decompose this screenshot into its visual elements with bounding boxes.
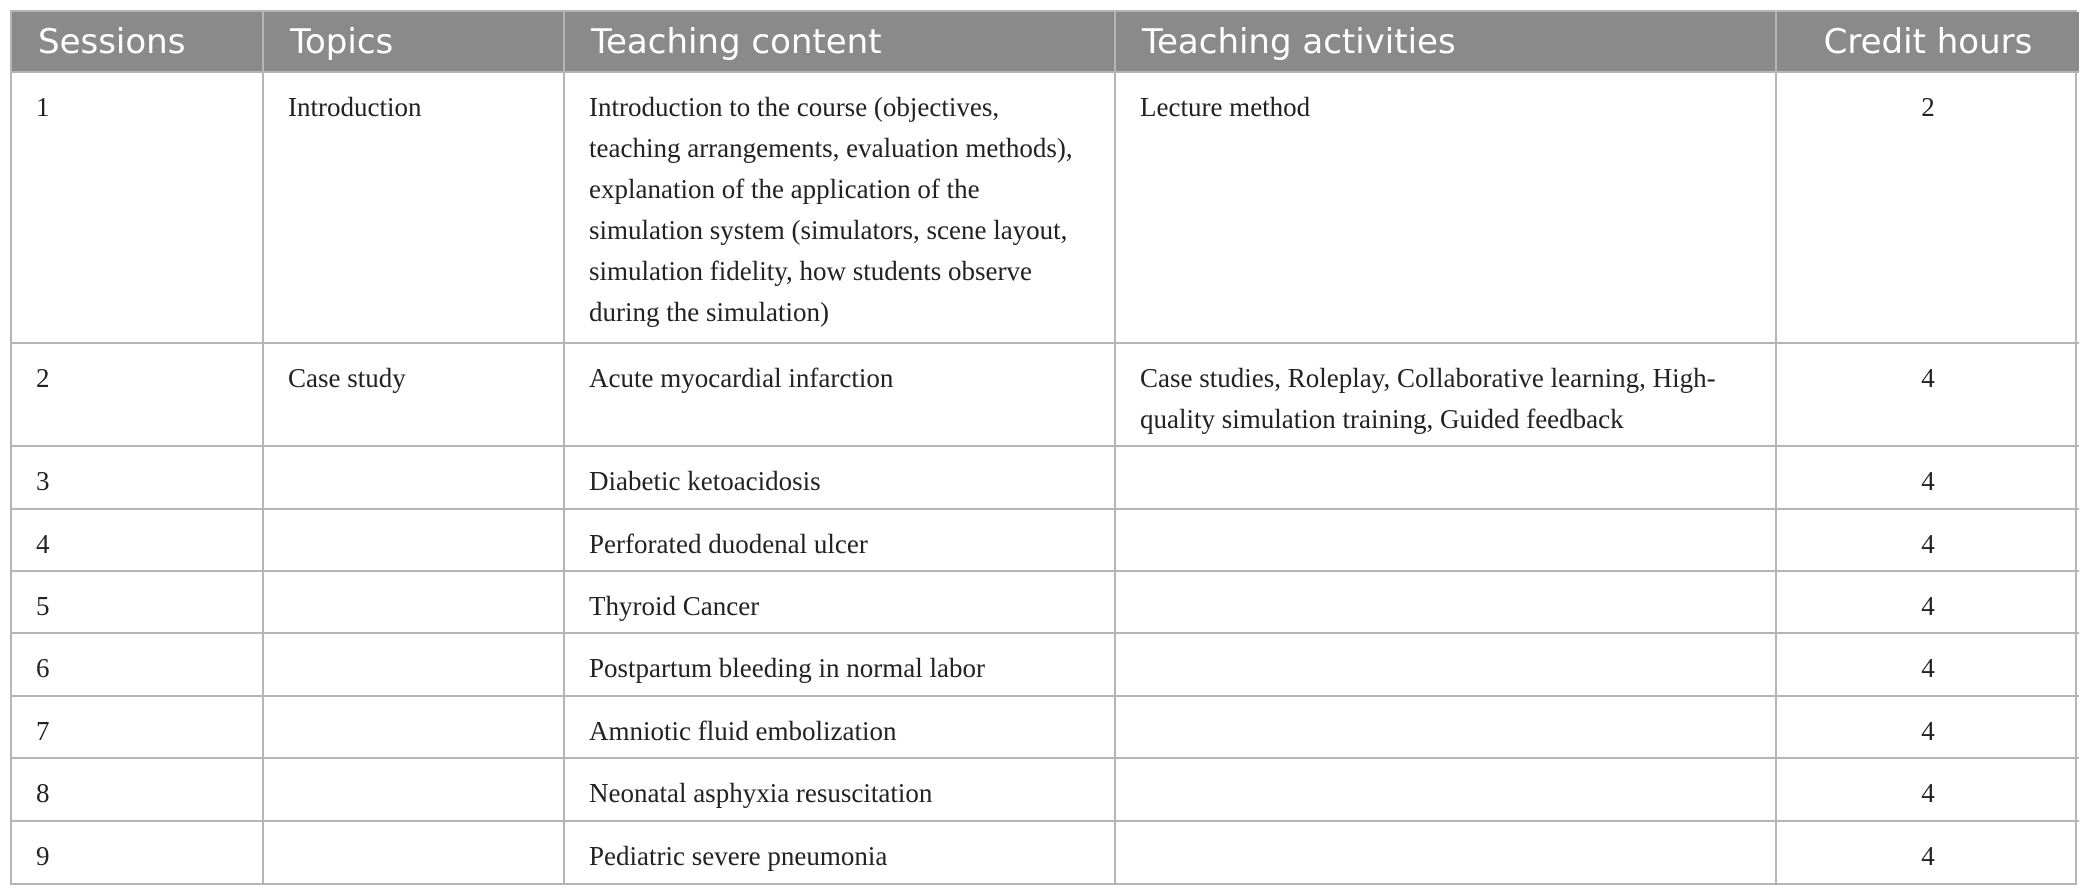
curriculum-table-container: [10, 10, 2077, 885]
activities-cell: [1115, 821, 1776, 883]
session-cell: 6: [12, 633, 263, 695]
topic-cell: Case study: [263, 343, 564, 447]
content-cell: Thyroid Cancer: [564, 571, 1115, 633]
content-cell: Amniotic fluid embolization: [564, 696, 1115, 758]
table-row: [12, 758, 2079, 820]
activities-cell: [1115, 633, 1776, 695]
table-row: [12, 72, 2079, 343]
header-topics: Topics: [263, 12, 564, 72]
session-cell: 4: [12, 509, 263, 571]
topic-cell: [263, 633, 564, 695]
table-row: [12, 446, 2079, 508]
hours-cell: 4: [1776, 446, 2079, 508]
activities-cell: [1115, 509, 1776, 571]
activities-cell: [1115, 696, 1776, 758]
table-row: [12, 696, 2079, 758]
content-cell: Diabetic ketoacidosis: [564, 446, 1115, 508]
hours-cell: 4: [1776, 571, 2079, 633]
content-cell: Postpartum bleeding in normal labor: [564, 633, 1115, 695]
hours-cell: 4: [1776, 758, 2079, 820]
header-sessions: Sessions: [12, 12, 263, 72]
session-cell: 9: [12, 821, 263, 883]
topic-cell: [263, 821, 564, 883]
table-row: [12, 509, 2079, 571]
content-cell: Perforated duodenal ulcer: [564, 509, 1115, 571]
hours-cell: 4: [1776, 343, 2079, 447]
hours-cell: 4: [1776, 696, 2079, 758]
session-cell: 5: [12, 571, 263, 633]
topic-cell: [263, 509, 564, 571]
activities-cell: [1115, 446, 1776, 508]
session-cell: 2: [12, 343, 263, 447]
hours-cell: 4: [1776, 633, 2079, 695]
header-credit-hours: Credit hours: [1776, 12, 2079, 72]
topic-cell: [263, 758, 564, 820]
hours-cell: 4: [1921, 840, 1935, 871]
header-row: [12, 12, 2079, 72]
topic-cell: [263, 446, 564, 508]
topic-cell: Introduction: [263, 72, 564, 343]
table-row: [12, 571, 2079, 633]
header-teaching-activities: Teaching activities: [1115, 12, 1776, 72]
session-cell: 3: [12, 446, 263, 508]
activities-cell: [1115, 758, 1776, 820]
content-cell: Pediatric severe pneumonia: [564, 821, 1115, 883]
curriculum-table: [12, 12, 2079, 883]
activities-cell: [1115, 571, 1776, 633]
table-row: [12, 343, 2079, 447]
hours-cell: 4: [1776, 509, 2079, 571]
topic-cell: [263, 571, 564, 633]
activities-cell: Lecture method: [1115, 72, 1776, 343]
hours-cell: 2: [1776, 72, 2079, 343]
topic-cell: [263, 696, 564, 758]
session-cell: 8: [12, 758, 263, 820]
session-cell: 1: [12, 72, 263, 343]
session-cell: 7: [12, 696, 263, 758]
content-cell: Neonatal asphyxia resuscitation: [564, 758, 1115, 820]
content-cell: Acute myocardial infarction: [564, 343, 1115, 447]
content-cell: Introduction to the course (objectives, teaching arrangements, evaluation methods), explanation of the application of the simulation system (simulators, scene layout, simulation fidelity, how students observe during the simulation): [564, 72, 1115, 343]
table-row: [12, 633, 2079, 695]
table-row: [12, 821, 2079, 883]
activities-cell: Case studies, Roleplay, Collaborative learning, High-quality simulation training, Guided feedback: [1115, 343, 1776, 447]
header-teaching-content: Teaching content: [564, 12, 1115, 72]
